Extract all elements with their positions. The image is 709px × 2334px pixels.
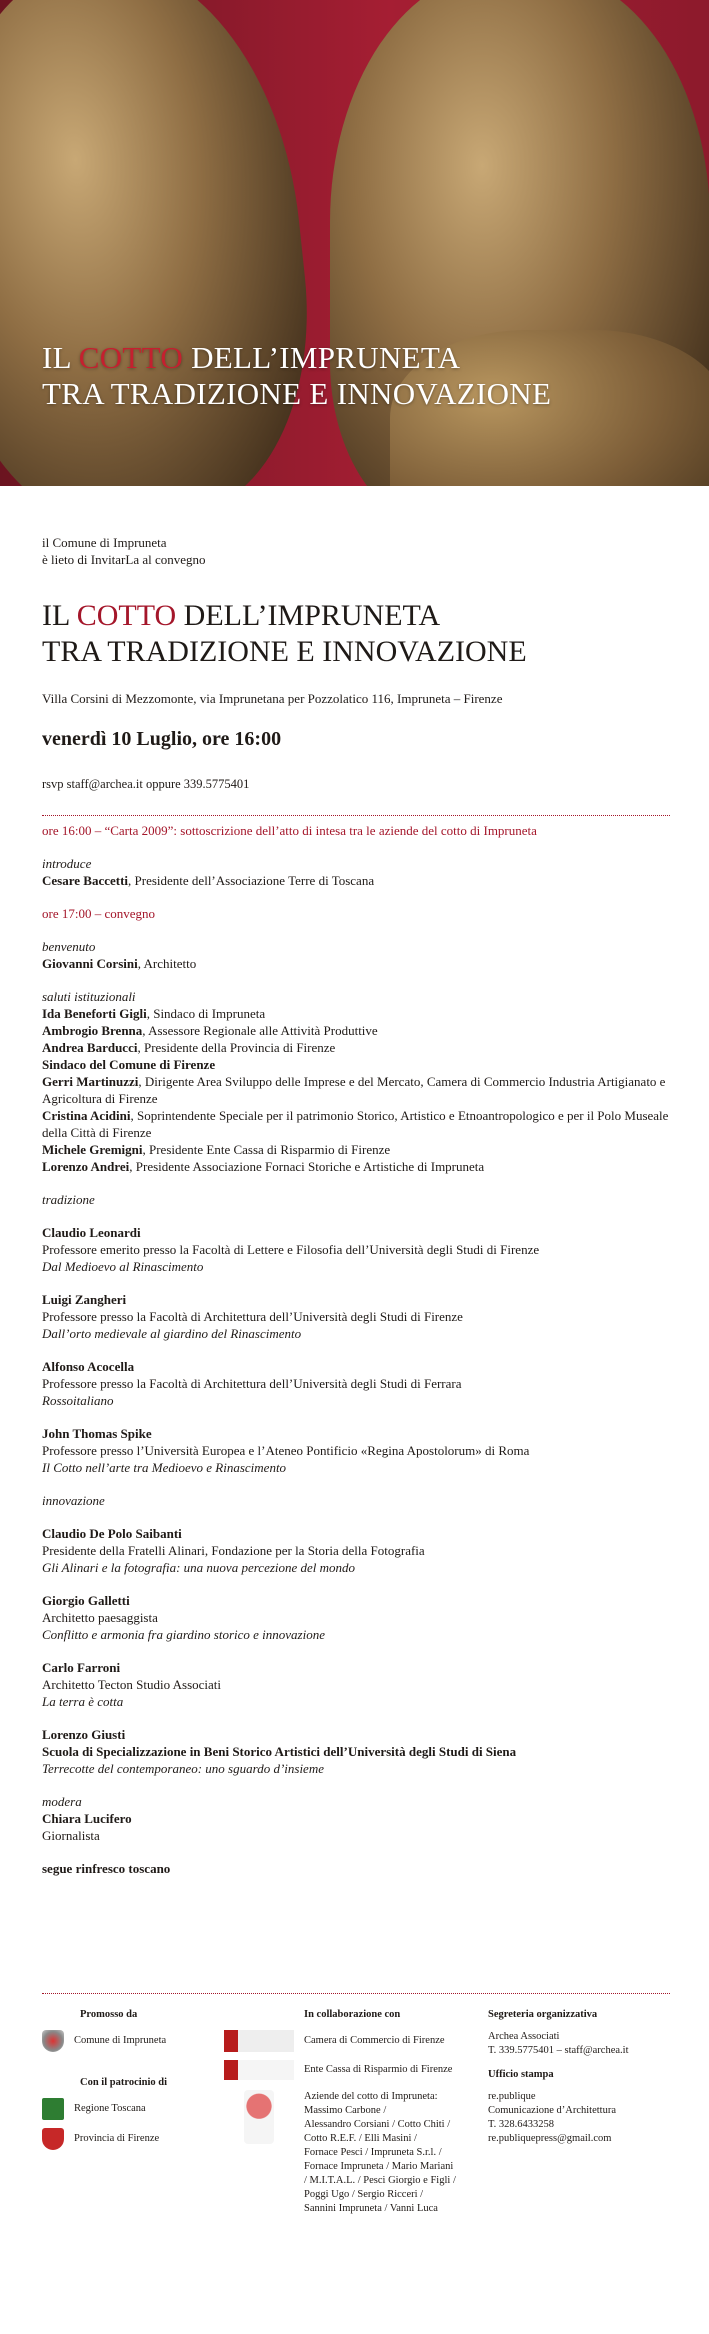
- speaker-block: [42, 1358, 670, 1409]
- intro: [42, 534, 670, 568]
- speaker-role: Architetto paesaggista: [42, 1610, 158, 1625]
- speaker-name: Sindaco del Comune di Firenze: [42, 1057, 216, 1072]
- section-label: modera: [42, 1794, 82, 1809]
- speaker-role: , Soprintendente Speciale per il patrimonio Storico, Artistico e Etnoantropologico e per il Polo Museale della Città di Firenze: [42, 1108, 669, 1140]
- section-label: introduce: [42, 856, 92, 871]
- speaker-role: , Presidente Ente Cassa di Risparmio di Firenze: [142, 1142, 391, 1157]
- footer-heading: Segreteria organizzativa: [488, 2009, 598, 2020]
- bull-sculpture: [0, 0, 328, 486]
- regione-logo-icon: [42, 2098, 64, 2120]
- speaker-role: , Presidente Associazione Fornaci Storiche e Artistiche di Impruneta: [129, 1159, 485, 1174]
- speaker-name: Andrea Barducci: [42, 1040, 138, 1055]
- hero-title: [42, 340, 551, 412]
- speaker-name: Alfonso Acocella: [42, 1359, 135, 1374]
- speaker-role: , Architetto: [137, 956, 197, 971]
- list-item: [42, 1158, 670, 1175]
- comune-logo-icon: [42, 2030, 64, 2052]
- speaker-name: Giorgio Galletti: [42, 1593, 130, 1608]
- section-label: benvenuto: [42, 939, 96, 954]
- footer-text: re.publiquepress@gmail.com: [488, 2133, 612, 2144]
- footer-text: Cotto R.E.F. / Elli Masini /: [304, 2133, 417, 2144]
- footer-text: Regione Toscana: [74, 2103, 146, 2114]
- closing-note: segue rinfresco toscano: [42, 1861, 171, 1876]
- camera-commercio-logo-icon: [224, 2030, 294, 2052]
- speaker-name: Chiara Lucifero: [42, 1811, 132, 1826]
- list-item: [42, 1039, 670, 1056]
- rsvp: rsvp staff@archea.it oppure 339.5775401: [42, 777, 250, 791]
- speaker-name: Giovanni Corsini: [42, 956, 138, 971]
- speaker-name: Luigi Zangheri: [42, 1292, 127, 1307]
- footer-heading: Con il patrocinio di: [80, 2077, 168, 2088]
- speaker-block: [42, 1726, 670, 1777]
- footer-heading: Promosso da: [80, 2009, 138, 2020]
- hero-title-pre: IL: [42, 340, 79, 375]
- speaker-block: [42, 1291, 670, 1342]
- introduce-block: [42, 855, 670, 889]
- benvenuto-block: [42, 938, 670, 972]
- footer-text: Poggi Ugo / Sergio Ricceri /: [304, 2189, 424, 2200]
- speaker-name: Cesare Baccetti: [42, 873, 129, 888]
- talk-title: Dall’orto medievale al giardino del Rinascimento: [42, 1326, 302, 1341]
- speaker-block: [42, 1425, 670, 1476]
- saluti-block: [42, 988, 670, 1175]
- speaker-name: Claudio Leonardi: [42, 1225, 141, 1240]
- footer-text: Comunicazione d’Architettura: [488, 2105, 616, 2116]
- list-item: [42, 1056, 670, 1073]
- speaker-name: John Thomas Spike: [42, 1426, 152, 1441]
- talk-title: Dal Medioevo al Rinascimento: [42, 1259, 204, 1274]
- speaker-role: , Dirigente Area Sviluppo delle Imprese e del Mercato, Camera di Commercio Industria Artigianato e Agricoltura di Firenze: [42, 1074, 666, 1106]
- speaker-role: , Sindaco di Impruneta: [146, 1006, 266, 1021]
- speaker-role: , Presidente dell’Associazione Terre di Toscana: [128, 873, 375, 888]
- footer-collaborators: [224, 2008, 464, 2216]
- talk-title: La terra è cotta: [42, 1694, 124, 1709]
- footer-text: Fornace Pesci / Impruneta S.r.l. /: [304, 2147, 442, 2158]
- footer-text: Archea Associati: [488, 2031, 560, 2042]
- speaker-role: , Assessore Regionale alle Attività Produttive: [142, 1023, 378, 1038]
- innovazione-list: [42, 1525, 670, 1777]
- speaker-name: Claudio De Polo Saibanti: [42, 1526, 182, 1541]
- speaker-role: Professore presso l’Università Europea e l’Ateneo Pontificio «Regina Apostolorum» di Roma: [42, 1443, 530, 1458]
- speaker-role: Giornalista: [42, 1828, 100, 1843]
- talk-title: Terrecotte del contemporaneo: uno sguardo d’insieme: [42, 1761, 324, 1776]
- speaker-name: Gerri Martinuzzi: [42, 1074, 139, 1089]
- speaker-role: Presidente della Fratelli Alinari, Fondazione per la Storia della Fotografia: [42, 1543, 425, 1558]
- footer-text: Aziende del cotto di Impruneta:: [304, 2091, 438, 2102]
- footer-text: Ente Cassa di Risparmio di Firenze: [304, 2064, 453, 2075]
- speaker-block: [42, 1525, 670, 1576]
- venue: Villa Corsini di Mezzomonte, via Imprunetana per Pozzolatico 116, Impruneta – Firenze: [42, 691, 503, 706]
- invitation-body: [42, 534, 670, 1877]
- aziende-list: [304, 2090, 456, 2216]
- speaker-role: , Presidente della Provincia di Firenze: [137, 1040, 336, 1055]
- talk-title: Conflitto e armonia fra giardino storico e innovazione: [42, 1627, 325, 1642]
- footer-text: re.publique: [488, 2091, 536, 2102]
- hero-title-accent: COTTO: [78, 340, 184, 375]
- footer: [42, 1993, 670, 2214]
- footer-text: T. 328.6433258: [488, 2119, 555, 2130]
- title-pre: IL: [42, 599, 77, 632]
- list-item: [42, 1107, 670, 1141]
- speaker-name: Ambrogio Brenna: [42, 1023, 143, 1038]
- speaker-role: Professore presso la Facoltà di Architettura dell’Università degli Studi di Ferrara: [42, 1376, 462, 1391]
- speaker-role: Professore presso la Facoltà di Architettura dell’Università degli Studi di Firenze: [42, 1309, 463, 1324]
- tradizione-list: [42, 1224, 670, 1476]
- speaker-role: Architetto Tecton Studio Associati: [42, 1677, 222, 1692]
- speaker-name: Lorenzo Andrei: [42, 1159, 130, 1174]
- speaker-role: Scuola di Specializzazione in Beni Storico Artistici dell’Università degli Studi di Siena: [42, 1744, 517, 1759]
- title-line2: TRA TRADIZIONE E INNOVAZIONE: [42, 635, 527, 668]
- hero-subtitle: TRA TRADIZIONE E INNOVAZIONE: [42, 376, 552, 411]
- footer-text: Fornace Impruneta / Mario Mariani: [304, 2161, 454, 2172]
- section-label: innovazione: [42, 1493, 105, 1508]
- footer-text: Sannini Impruneta / Vanni Luca: [304, 2203, 438, 2214]
- speaker-block: [42, 1592, 670, 1643]
- page-title: [42, 598, 670, 670]
- footer-heading: In collaborazione con: [304, 2009, 401, 2020]
- footer-text: / M.I.T.A.L. / Pesci Giorgio e Figli /: [304, 2175, 456, 2186]
- hero-title-post: DELL’IMPRUNETA: [183, 340, 461, 375]
- event-datetime: venerdì 10 Luglio, ore 16:00: [42, 728, 282, 750]
- footer-text: Massimo Carbone /: [304, 2105, 387, 2116]
- section-label: saluti istituzionali: [42, 989, 136, 1004]
- speaker-name: Carlo Farroni: [42, 1660, 121, 1675]
- list-item: [42, 1141, 670, 1158]
- divider: [42, 815, 670, 816]
- footer-text: Camera di Commercio di Firenze: [304, 2035, 445, 2046]
- footer-text: Alessandro Corsiani / Cotto Chiti /: [304, 2119, 451, 2130]
- footer-text: T. 339.5775401 – staff@archea.it: [488, 2045, 629, 2056]
- speaker-name: Ida Beneforti Gigli: [42, 1006, 147, 1021]
- saluti-list: [42, 1005, 670, 1175]
- speaker-block: [42, 1224, 670, 1275]
- speaker-name: Lorenzo Giusti: [42, 1727, 126, 1742]
- hero-image: [0, 0, 709, 486]
- speaker-block: [42, 1659, 670, 1710]
- list-item: [42, 1005, 670, 1022]
- talk-title: Il Cotto nell’arte tra Medioevo e Rinascimento: [42, 1460, 287, 1475]
- footer-contacts: [488, 2008, 670, 2146]
- footer-promoters: [42, 2008, 192, 2150]
- modera-block: [42, 1793, 670, 1844]
- list-item: [42, 1073, 670, 1107]
- carta-item: ore 16:00 – “Carta 2009”: sottoscrizione dell’atto di intesa tra le aziende del cotto di Impruneta: [42, 823, 537, 838]
- speaker-name: Cristina Acidini: [42, 1108, 131, 1123]
- speaker-name: Michele Gremigni: [42, 1142, 143, 1157]
- cotto-logo-icon: [244, 2090, 274, 2144]
- talk-title: Gli Alinari e la fotografia: una nuova percezione del mondo: [42, 1560, 356, 1575]
- footer-text: Comune di Impruneta: [74, 2035, 167, 2046]
- footer-text: Provincia di Firenze: [74, 2133, 160, 2144]
- section-label: tradizione: [42, 1192, 95, 1207]
- cassa-risparmio-logo-icon: [224, 2060, 294, 2080]
- convegno-item: ore 17:00 – convegno: [42, 906, 156, 921]
- speaker-role: Professore emerito presso la Facoltà di Lettere e Filosofia dell’Università degli Studi di Firenze: [42, 1242, 540, 1257]
- list-item: [42, 1022, 670, 1039]
- talk-title: Rossoitaliano: [42, 1393, 114, 1408]
- intro-line: è lieto di InvitarLa al convegno: [42, 552, 206, 567]
- title-post: DELL’IMPRUNETA: [176, 599, 441, 632]
- intro-line: il Comune di Impruneta: [42, 535, 167, 550]
- provincia-logo-icon: [42, 2128, 64, 2150]
- title-accent: COTTO: [76, 599, 177, 632]
- footer-heading: Ufficio stampa: [488, 2069, 554, 2080]
